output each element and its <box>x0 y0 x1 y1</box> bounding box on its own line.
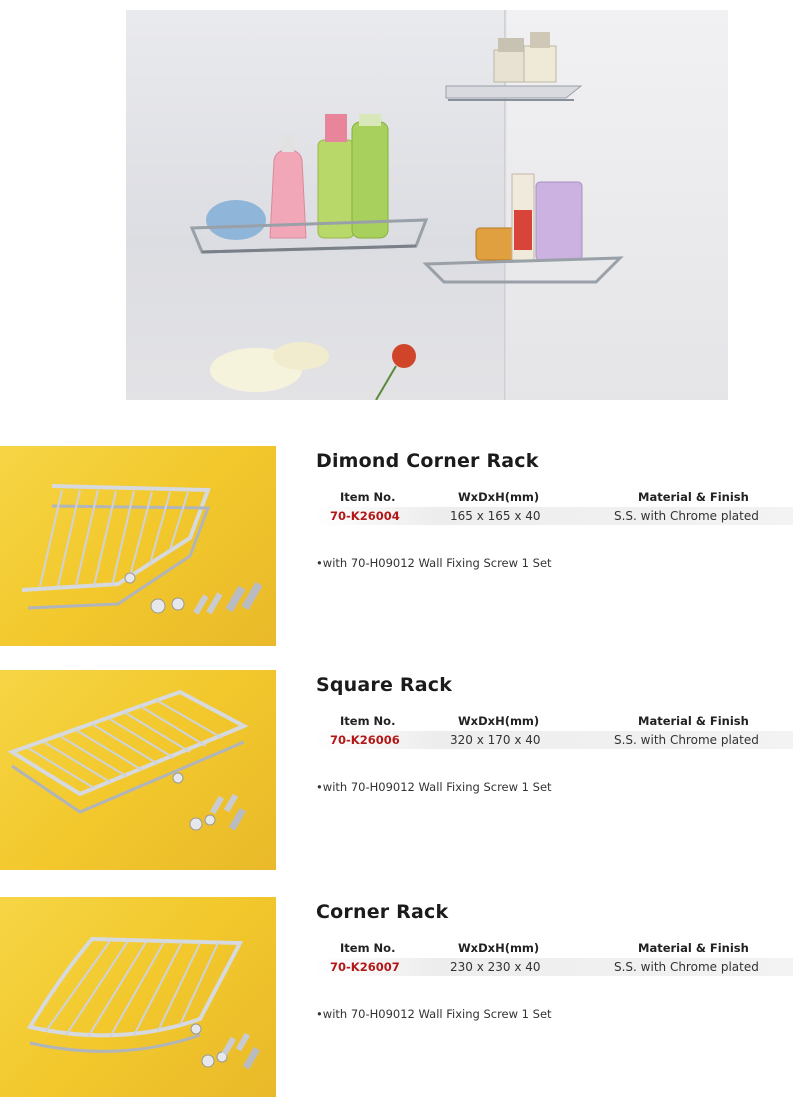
header-dimensions: WxDxH(mm) <box>458 714 540 728</box>
hero-photo <box>126 10 728 400</box>
spec-row <box>316 731 793 749</box>
product-title: Corner Rack <box>316 901 449 923</box>
screw-cap-icon <box>190 818 202 830</box>
item-number: 70-K26006 <box>330 733 400 747</box>
header-material: Material & Finish <box>638 490 749 504</box>
hero-small-shelf <box>446 32 581 100</box>
hero-corner-shelf <box>426 174 620 282</box>
spec-row <box>316 958 793 976</box>
material-value: S.S. with Chrome plated <box>614 733 759 747</box>
product-title: Dimond Corner Rack <box>316 450 539 472</box>
header-material: Material & Finish <box>638 941 749 955</box>
product-photo <box>0 897 276 1097</box>
item-number: 70-K26004 <box>330 509 400 523</box>
material-value: S.S. with Chrome plated <box>614 960 759 974</box>
fixing-note: •with 70-H09012 Wall Fixing Screw 1 Set <box>316 780 552 794</box>
fixing-note: •with 70-H09012 Wall Fixing Screw 1 Set <box>316 556 552 570</box>
screw-cap-icon <box>151 599 165 613</box>
header-item-no: Item No. <box>340 490 396 504</box>
diamond-rack-image <box>0 446 276 646</box>
hero-flowers <box>210 342 416 400</box>
header-dimensions: WxDxH(mm) <box>458 490 540 504</box>
header-item-no: Item No. <box>340 941 396 955</box>
product-photo <box>0 670 276 870</box>
square-rack-image <box>0 670 276 870</box>
header-item-no: Item No. <box>340 714 396 728</box>
dimensions-value: 230 x 230 x 40 <box>450 960 541 974</box>
fixing-note: •with 70-H09012 Wall Fixing Screw 1 Set <box>316 1007 552 1021</box>
screw-cap-icon <box>202 1055 214 1067</box>
product-square-rack <box>0 670 799 870</box>
hero-scene <box>126 10 728 400</box>
product-dimond-corner-rack <box>0 446 799 646</box>
spec-row <box>316 507 793 525</box>
header-dimensions: WxDxH(mm) <box>458 941 540 955</box>
item-number: 70-K26007 <box>330 960 400 974</box>
dimensions-value: 165 x 165 x 40 <box>450 509 541 523</box>
corner-rack-image <box>0 897 276 1097</box>
header-material: Material & Finish <box>638 714 749 728</box>
dimensions-value: 320 x 170 x 40 <box>450 733 541 747</box>
product-title: Square Rack <box>316 674 453 696</box>
material-value: S.S. with Chrome plated <box>614 509 759 523</box>
product-corner-rack <box>0 897 799 1097</box>
hero-left-shelf <box>192 114 426 252</box>
product-photo <box>0 446 276 646</box>
